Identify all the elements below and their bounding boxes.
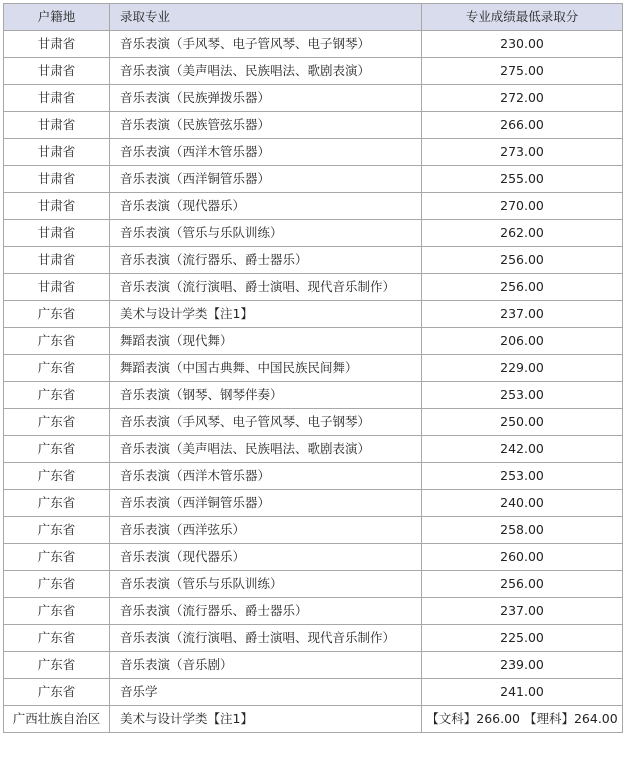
cell-score: 258.00 bbox=[422, 517, 623, 544]
cell-province: 广东省 bbox=[4, 598, 110, 625]
cell-province: 广东省 bbox=[4, 355, 110, 382]
table-row bbox=[4, 193, 623, 220]
cell-major: 音乐表演（钢琴、钢琴伴奏） bbox=[110, 382, 422, 409]
cell-major: 音乐表演（西洋弦乐） bbox=[110, 517, 422, 544]
table-row bbox=[4, 166, 623, 193]
table-row bbox=[4, 409, 623, 436]
admission-score-table bbox=[3, 3, 623, 733]
cell-major: 美术与设计学类【注1】 bbox=[110, 301, 422, 328]
cell-major: 音乐表演（流行演唱、爵士演唱、现代音乐制作） bbox=[110, 274, 422, 301]
table-row bbox=[4, 679, 623, 706]
cell-major: 音乐表演（西洋铜管乐器） bbox=[110, 490, 422, 517]
cell-province: 甘肃省 bbox=[4, 274, 110, 301]
cell-province: 广东省 bbox=[4, 517, 110, 544]
table-row bbox=[4, 220, 623, 247]
cell-province: 广东省 bbox=[4, 301, 110, 328]
cell-province: 广东省 bbox=[4, 490, 110, 517]
cell-major: 音乐表演（民族管弦乐器） bbox=[110, 112, 422, 139]
cell-major: 音乐表演（民族弹拨乐器） bbox=[110, 85, 422, 112]
cell-score: 241.00 bbox=[422, 679, 623, 706]
cell-province: 甘肃省 bbox=[4, 193, 110, 220]
cell-score: 260.00 bbox=[422, 544, 623, 571]
table-body bbox=[4, 31, 623, 733]
cell-score: 266.00 bbox=[422, 112, 623, 139]
table-row bbox=[4, 328, 623, 355]
table-row bbox=[4, 112, 623, 139]
cell-province: 广东省 bbox=[4, 409, 110, 436]
cell-major: 音乐表演（现代器乐） bbox=[110, 544, 422, 571]
cell-major: 音乐表演（音乐剧） bbox=[110, 652, 422, 679]
table-row bbox=[4, 274, 623, 301]
cell-province: 广东省 bbox=[4, 328, 110, 355]
cell-score: 275.00 bbox=[422, 58, 623, 85]
cell-score: 242.00 bbox=[422, 436, 623, 463]
cell-province: 广东省 bbox=[4, 652, 110, 679]
table-row bbox=[4, 382, 623, 409]
cell-score: 253.00 bbox=[422, 463, 623, 490]
cell-score: 206.00 bbox=[422, 328, 623, 355]
cell-major: 音乐表演（西洋木管乐器） bbox=[110, 139, 422, 166]
table-row bbox=[4, 490, 623, 517]
header-major: 录取专业 bbox=[110, 4, 422, 31]
cell-province: 广东省 bbox=[4, 382, 110, 409]
cell-province: 甘肃省 bbox=[4, 58, 110, 85]
table-row bbox=[4, 436, 623, 463]
cell-province: 甘肃省 bbox=[4, 112, 110, 139]
cell-province: 广西壮族自治区 bbox=[4, 706, 110, 733]
cell-score: 273.00 bbox=[422, 139, 623, 166]
cell-major: 音乐表演（美声唱法、民族唱法、歌剧表演） bbox=[110, 58, 422, 85]
table-row bbox=[4, 31, 623, 58]
score-table-container bbox=[3, 3, 623, 733]
cell-major: 音乐表演（流行演唱、爵士演唱、现代音乐制作） bbox=[110, 625, 422, 652]
cell-score: 256.00 bbox=[422, 274, 623, 301]
cell-province: 甘肃省 bbox=[4, 220, 110, 247]
cell-score: 229.00 bbox=[422, 355, 623, 382]
cell-major: 音乐学 bbox=[110, 679, 422, 706]
cell-major: 音乐表演（管乐与乐队训练） bbox=[110, 220, 422, 247]
header-province: 户籍地 bbox=[4, 4, 110, 31]
cell-province: 甘肃省 bbox=[4, 139, 110, 166]
cell-score: 225.00 bbox=[422, 625, 623, 652]
cell-major: 音乐表演（西洋木管乐器） bbox=[110, 463, 422, 490]
table-row bbox=[4, 463, 623, 490]
table-row bbox=[4, 355, 623, 382]
cell-province: 广东省 bbox=[4, 436, 110, 463]
cell-province: 甘肃省 bbox=[4, 85, 110, 112]
cell-major: 美术与设计学类【注1】 bbox=[110, 706, 422, 733]
table-row bbox=[4, 544, 623, 571]
cell-score: 239.00 bbox=[422, 652, 623, 679]
cell-score: 237.00 bbox=[422, 598, 623, 625]
table-row bbox=[4, 598, 623, 625]
cell-province: 广东省 bbox=[4, 544, 110, 571]
cell-score: 237.00 bbox=[422, 301, 623, 328]
cell-score: 270.00 bbox=[422, 193, 623, 220]
table-row bbox=[4, 625, 623, 652]
cell-major: 音乐表演（流行器乐、爵士器乐） bbox=[110, 598, 422, 625]
table-row bbox=[4, 571, 623, 598]
cell-province: 甘肃省 bbox=[4, 166, 110, 193]
table-row bbox=[4, 85, 623, 112]
cell-score: 262.00 bbox=[422, 220, 623, 247]
cell-province: 广东省 bbox=[4, 679, 110, 706]
cell-score: 255.00 bbox=[422, 166, 623, 193]
cell-major: 舞蹈表演（中国古典舞、中国民族民间舞） bbox=[110, 355, 422, 382]
cell-major: 音乐表演（流行器乐、爵士器乐） bbox=[110, 247, 422, 274]
cell-province: 广东省 bbox=[4, 463, 110, 490]
cell-score: 【文科】266.00 【理科】264.00 bbox=[422, 706, 623, 733]
cell-score: 250.00 bbox=[422, 409, 623, 436]
cell-score: 256.00 bbox=[422, 247, 623, 274]
cell-province: 广东省 bbox=[4, 625, 110, 652]
header-row bbox=[4, 4, 623, 31]
cell-score: 256.00 bbox=[422, 571, 623, 598]
cell-major: 音乐表演（西洋铜管乐器） bbox=[110, 166, 422, 193]
cell-major: 音乐表演（管乐与乐队训练） bbox=[110, 571, 422, 598]
table-header bbox=[4, 4, 623, 31]
table-row bbox=[4, 301, 623, 328]
cell-score: 230.00 bbox=[422, 31, 623, 58]
table-row bbox=[4, 652, 623, 679]
cell-score: 240.00 bbox=[422, 490, 623, 517]
table-row bbox=[4, 58, 623, 85]
cell-major: 音乐表演（现代器乐） bbox=[110, 193, 422, 220]
cell-major: 音乐表演（美声唱法、民族唱法、歌剧表演） bbox=[110, 436, 422, 463]
table-row bbox=[4, 517, 623, 544]
cell-major: 舞蹈表演（现代舞） bbox=[110, 328, 422, 355]
table-row bbox=[4, 139, 623, 166]
cell-province: 广东省 bbox=[4, 571, 110, 598]
table-row bbox=[4, 247, 623, 274]
cell-score: 272.00 bbox=[422, 85, 623, 112]
cell-major: 音乐表演（手风琴、电子管风琴、电子钢琴） bbox=[110, 31, 422, 58]
cell-province: 甘肃省 bbox=[4, 31, 110, 58]
header-score: 专业成绩最低录取分 bbox=[422, 4, 623, 31]
cell-score: 253.00 bbox=[422, 382, 623, 409]
cell-major: 音乐表演（手风琴、电子管风琴、电子钢琴） bbox=[110, 409, 422, 436]
table-row bbox=[4, 706, 623, 733]
cell-province: 甘肃省 bbox=[4, 247, 110, 274]
